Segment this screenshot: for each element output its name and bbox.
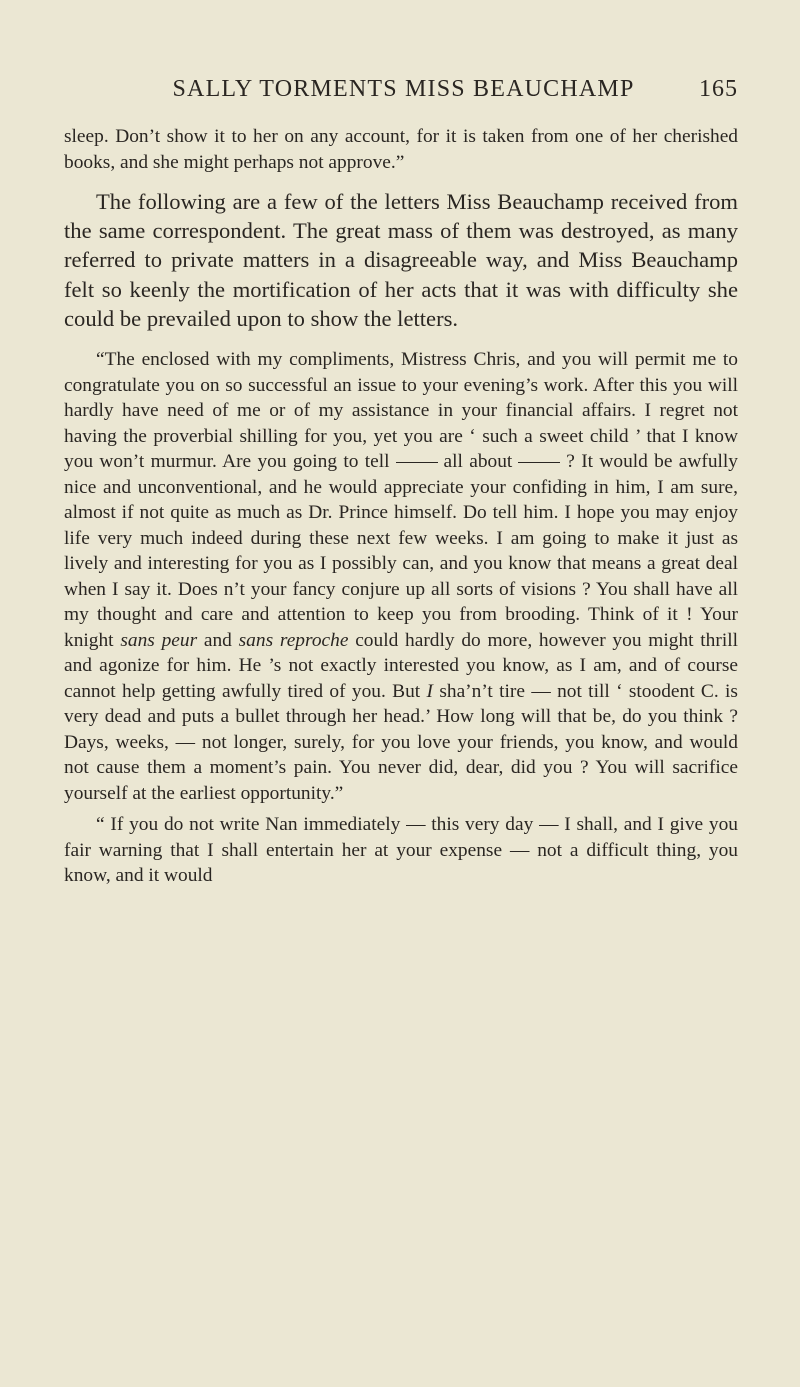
letter-text-d: could hardly do more, however you might thrill and agonize for him. He ’s not exactly interested you know, as I am, and of course cannot help getting awfully tired of you. But — [64, 629, 738, 702]
italic-sans-peur: sans peur — [120, 629, 198, 651]
italic-i: I — [426, 680, 433, 702]
running-title: SALLY TORMENTS MISS BEAUCHAMP — [172, 76, 635, 102]
paragraph-letter-two: “ If you do not write Nan immediately — this very day — I shall, and I give you fair warning that I shall entertain her at your expense — not a difficult thing, you know, and it would — [64, 814, 738, 887]
dash-rule — [396, 462, 438, 463]
letter-text-b: all about — [443, 451, 513, 473]
italic-sans-reproche: sans reproche — [238, 629, 349, 651]
letter-text-e: sha’n’t tire — not till ‘ stoodent C. is very dead and puts a bullet through her head.’ How long will that be, do you think ? Days, weeks, — not longer, surely, for you love your friends, you know, and would not cause them a moment’s pain. You never did, dear, did you ? You will sacrifice yourself at the earliest opportunity.” — [64, 680, 738, 804]
paragraph-continuation: sleep. Don’t show it to her on any account, for it is taken from one of her cherished books, and she might perhaps not approve.” — [64, 126, 738, 173]
paragraph-narrative: The following are a few of the letters Miss Beauchamp received from the same correspondent. The great mass of them was destroyed, as many referred to private matters in a disagreeable way, and Miss Beauchamp felt so keenly the mortification of her acts that it was with difficulty she could be prevailed upon to show the letters. — [64, 189, 738, 331]
letter-text-and: and — [203, 629, 232, 651]
running-header — [64, 0, 738, 104]
letter-text-c: ? It would be awfully nice and unconventional, and he would appreciate your confiding in him, I am sure, almost if not quite as much as Dr. Prince himself. Do tell him. I hope you may enjoy life very much indeed during these next few weeks. I am going to make it just as lively and interesting for you as I possibly can, and you know that means a great deal when I say it. Does n’t your fancy conjure up all sorts of visions ? You shall have all my thought and care and attention to keep you from brooding. Think of it ! Your knight — [64, 451, 739, 651]
letter-text-a: “The enclosed with my compliments, Mistress Chris, and you will permit me to congratulate you on so successful an issue to your evening’s work. After this you will hardly have need of me or of my assistance in your financial affairs. I regret not having the proverbial shilling for you, yet you are ‘ such a sweet child ’ that I know you won’t murmur. Are you going to tell — [64, 349, 738, 473]
page-number: 165 — [699, 76, 738, 102]
paragraph-letter-one — [64, 347, 738, 806]
dash-rule — [518, 462, 560, 463]
